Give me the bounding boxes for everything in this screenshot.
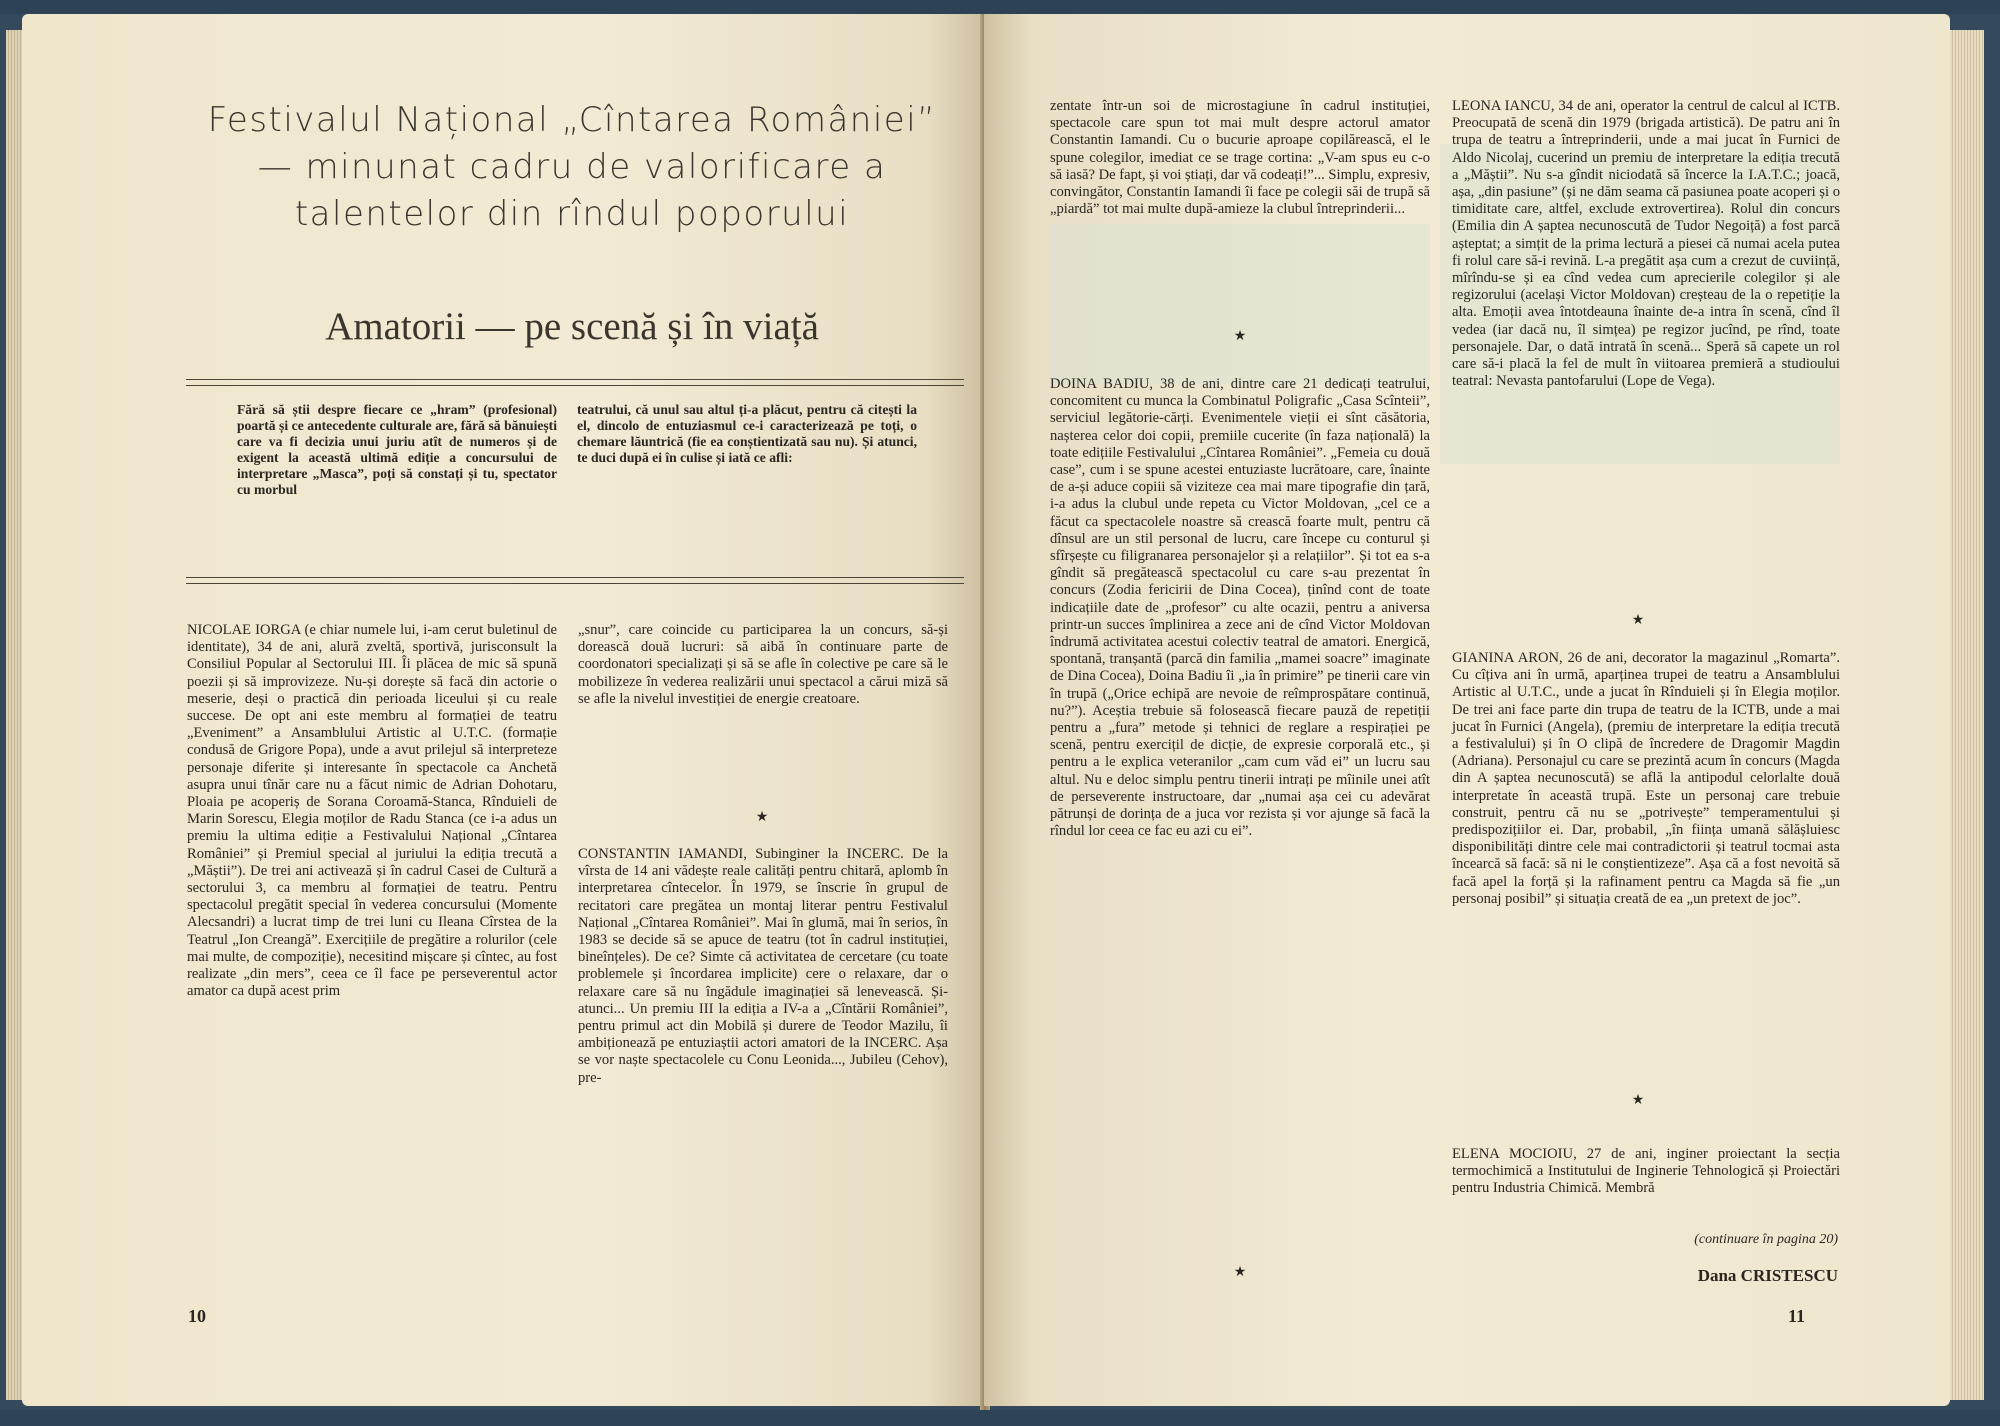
rule-top-1 [186,379,964,380]
book-binding-top [0,0,2000,14]
section-star: ★ [1631,613,1645,628]
author-name: Dana CRISTESCU [1697,1266,1838,1285]
page-edges-right [1950,30,1984,1400]
section-star: ★ [1631,1093,1645,1108]
left-column-2-part-1: „snur”, care coincide cu participarea la un concurs, să-și dorească două lucruri: să aibă în continuare parte de coordonatori specializați și să se afle în colective pe care să le mobilizeze în vederea realizării unui spectacol a cărui miză să se afle la nivelul investiției de energie creatoare. [578,622,948,707]
rule-mid-1 [186,577,964,578]
page-edges-left [6,30,22,1400]
intro-column-2: teatrului, că unul sau altul ți-a plăcut, pentru că citești la el, dincolo de entuziasmul ce-i caracterizează pe toți, o chemare lăuntrică (fie ea conștientizată sau nu). Și atunci, te duci după ei în culise și iată ce afli: [577,402,917,465]
rule-top-2 [186,385,964,386]
section-star: ★ [1233,329,1247,344]
headline-line-3: talentelor din rîndul poporului [294,194,850,234]
section-star: ★ [755,810,769,825]
right-page [984,14,1950,1406]
page-number-left: 10 [188,1306,206,1326]
right-column-1-part-2: DOINA BADIU, 38 de ani, dintre care 21 dedicați teatrului, concomitent cu munca la Combinatul Poligrafic „Casa Scînteii”, serviciul legătorie-cărți. Evenimentele vieții ei sînt căsătoria, nașterea celor doi copii, premiile cucerite (în faza națională) la toate edițiile Festivalului „Cîntarea României”. „Femeia cu două case”, cum i se spune acestei entuziaste lucrătoare, care, înainte de a-și aduce copiii să viziteze cea mai mare tipografie din țară, i-a adus la clubul unde repeta cu Victor Moldovan, „cel ce a făcut ca spectacolele noastre să crească foarte mult, pentru că dînsul are un stil personal de lucru, care începe cu conturul și sfîrșește cu filigranarea personajelor și a relațiilor”. Și tot ea s-a gîndit să pregătească spectacolul cu care s-au prezentat în concurs (Zodia fericirii de Dina Cocea), ținînd cont de toate indicațiile date de „profesor” cu alte ocazii, pentru a aniversa printr-un succes împlinirea a zece ani de cînd Victor Moldovan îndrumă activitatea acestui colectiv teatral de amatori. Energică, spontană, tranșantă (parcă din familia „mamei soacre” imaginate de Dina Cocea), Doina Badiu îi „ia în primire” pe tinerii care vin în trupă („Orice echipă are nevoie de reîmprospătare continuă, nu?”). Aceștia trebuie să folosească fiecare pauză de repetiții pentru a „fura” metode și tehnici de reglare a respirației pe scenă, pentru exercițil de dicție, de expresie corporală etc., și pentru a le explica veteranilor „cam cum văd ei” un lucru sau altul. Nu e deloc simplu pentru tinerii intrați pe mîinile unei atît de perseverente instructoare, dar „numai așa cei cu adevărat pătrunși de dorința de a juca vor rezista și vor ajunge să facă la rîndul lor ceea ce fac eu azi cu ei”. [1050,376,1430,840]
intro-column-1: Fără să știi despre fiecare ce „hram” (profesional) poartă și ce antecedente culturale are, fără să bănuiești care va fi decizia unui juriu atît de numeros și de exigent la această ultimă ediție a concursului de interpretare „Masca”, poți să constați și tu, spectator cu morbul [237,402,557,497]
headline-line-1: Festivalul Național „Cîntarea României” [207,100,937,140]
headline-line-2: — minunat cadru de valorificare a [257,147,887,187]
right-column-2-part-1: LEONA IANCU, 34 de ani, operator la centrul de calcul al ICTB. Preocupată de scenă din 1979 (brigada artistică). De patru ani în trupa de teatru a întreprinderii, unde a mai jucat în Furnici de Aldo Nicolaj, cucerind un premiu de interpretare la ediția trecută a „Măștii”. Nu s-a gîndit niciodată să încerce la I.A.T.C.; joacă, așa, „din pasiune” (și ne dăm seama că pasiunea poate acoperi și o timiditate care, altfel, exclude extrovertirea). Rolul din concurs (Emilia din A șaptea necunoscută de Tudor Negoiță) a fost parcă așteptat; a simțit de la prima lectură a piesei că numai acela putea fi rolul care să-i revină. L-a pregătit așa cum a crezut de cuviință, mîrîndu-se și ea cînd vedea cum aprecierile colegilor și ale regizorului (același Victor Moldovan) creșteau de la o repetiție la alta. Emoții avea întotdeauna înainte de-a intra în scenă, cînd îl vedea (iar dacă nu, îl simțea) pe regizor jucînd, pe rînd, toate personajele. Dar, o dată intrată în scenă... Speră să capete un rol care să-i placă la fel de mult în viitoarea premieră a studioului teatral: Nevasta pantofarului (Lope de Vega). [1452,98,1840,390]
rule-mid-2 [186,583,964,584]
book-binding-bottom [0,1410,2000,1426]
article-subtitle: Amatorii — pe scenă și în viață [325,305,819,348]
left-column-1: NICOLAE IORGA (e chiar numele lui, i-am cerut buletinul de identitate), 34 de ani, alură zveltă, sportivă, jurisconsult la Consiliul Popular al Sectorului III. Îi plăcea de mic să spună poezii și să improvizeze. Nu-și dorește să facă din actorie o meserie, deși o practică din perioada liceului și cu reale succese. De opt ani este membru al formației de teatru „Eveniment” a Ansamblului Artistic al U.T.C. (formație condusă de Grigore Popa), unde a avut prilejul să interpreteze personaje diferite și interesante în spectacole ca Anchetă asupra unui tînăr care nu a făcut nimic de Adrian Dohotaru, Ploaia pe acoperiș de Sorana Coroamă-Stanca, Rînduieli de Marin Sorescu, Elegia moților de Radu Stanca (ce i-a adus un premiu la ultima ediție a Festivalului Național „Cîntarea României” și Premiul special al juriului la ediția trecută a „Măștii”). De trei ani activează și în cadrul Casei de Cultură a sectorului 3, ca membru al formației de teatru. Pentru spectacolul pregătit special în vederea concursului (Momente Alecsandri) a lucrat timp de trei luni cu Ileana Cîrstea de la Teatrul „Ion Creangă”. Exercițiile de pregătire a rolurilor (cele mai multe, de compoziție), necesitind mișcare și cîntec, au fost realizate „din mers”, ceea ce îl face pe perseverentul actor amator ca după acest prim [187,622,557,1000]
print-tint-left [1050,224,1430,384]
right-column-2-part-2: GIANINA ARON, 26 de ani, decorator la magazinul „Romarta”. Cu cîțiva ani în urmă, aparținea trupei de teatru a Ansamblului Artistic al U.T.C., unde a jucat în Rînduieli și în Elegia moților. De trei ani face parte din trupa de teatru de la ICTB, unde a mai jucat în Furnici (Angela), (premiu de interpretare la ediția trecută a festivalului) și în O clipă de încredere de Dragomir Magdin (Adriana). Personajul cu care se prezintă acum în concurs (Magda din A șaptea necunoscută) se află la antipodul celorlalte două interpretate în această trupă. Este un personaj care trebuie construit, pentru că nu se „potrivește” temperamentului și predispozițiilor ei. Dar, probabil, „în ființa umană sălășluiesc disponibilități dintre cele mai contradictorii și teatrul tocmai asta încearcă să facă: să ni le conștientizeze”. Așa că a fost nevoită să facă apel la forță și la rafinament pentru ca Magda să fie „un personaj posibil” și situația creată de ea „un pretext de joc”. [1452,650,1840,907]
right-column-1-part-1: zentate într-un soi de microstagiune în cadrul instituției, spectacole care spun tot mai mult despre actorul amator Constantin Iamandi. Cu o bucurie aproape copilărească, el le spune colegilor, imediat ce se trage cortina: „V-am spus eu c-o să iasă? De fapt, și voi știați, dar vă codeați!”... Simplu, expresiv, convingător, Constantin Iamandi îi face pe colegii săi de trupă să „piardă” tot mai multe după-amieze la clubul întreprinderii... [1050,98,1431,218]
page-number-right: 11 [1788,1306,1806,1326]
right-column-2-part-3: ELENA MOCIOIU, 27 de ani, inginer proiectant la secția termochimică a Institutului de Inginerie Tehnologică și Proiectări pentru Industria Chimică. Membră [1452,1146,1840,1197]
left-column-2-part-2: CONSTANTIN IAMANDI, Subinginer la INCERC. De la vîrsta de 14 ani vădește reale calități pentru chitară, aplomb în interpretarea cîntecelor. În 1979, se înscrie în grupul de recitatori care pregătea un montaj literar pentru Festivalul Național „Cîntarea României”. Mai în glumă, mai în serios, în 1983 se decide să se apuce de teatru (tot în cadrul instituției, bineînțeles). De ce? Simte că activitatea de cercetare (cu toate problemele și încordarea implicite) cere o relaxare, dar o relaxare care să nu îngădule imaginației să lenevească. Și-atunci... Un premiu III la ediția a IV-a a „Cîntării României”, pentru primul act din Mobilă și durere de Teodor Mazilu, îi ambiționează pe entuziaștii actori amatori de la INCERC. Așa se vor naște spectacolele cu Conu Leonida..., Jubileu (Cehov), pre- [578,846,948,1086]
continuation-note: (continuare în pagina 20) [1694,1232,1838,1247]
left-page [22,14,984,1406]
section-star: ★ [1233,1265,1247,1280]
